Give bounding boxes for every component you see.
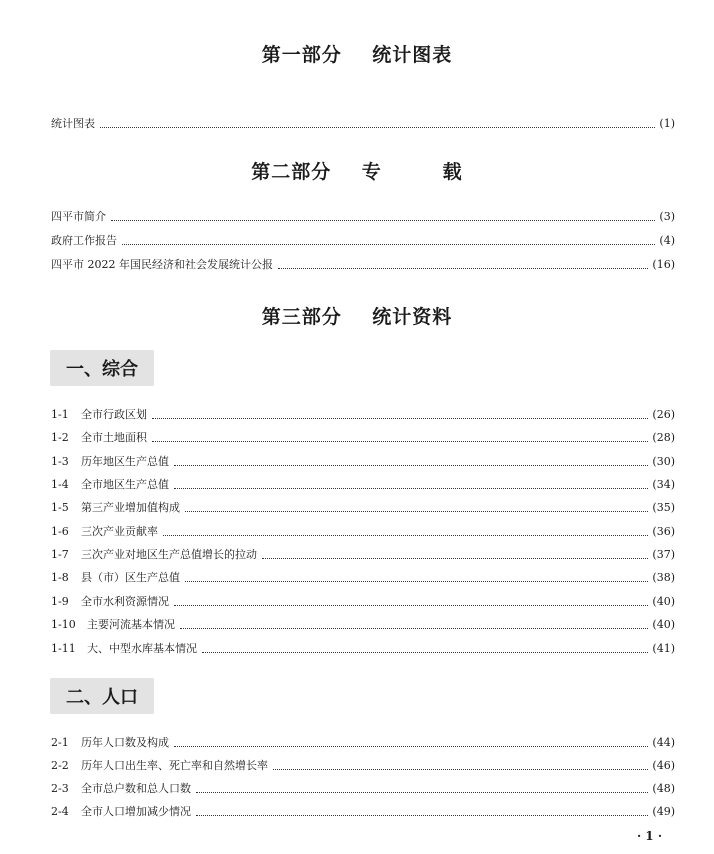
leader-dots: [174, 464, 648, 466]
toc-entry-label: 第三产业增加值构成: [81, 501, 180, 514]
toc-entry[interactable]: [51, 404, 675, 422]
toc-entry[interactable]: [51, 638, 675, 656]
leader-dots: [152, 440, 648, 442]
toc-entry[interactable]: [51, 254, 675, 272]
toc-entry-label: 三次产业对地区生产总值增长的拉动: [81, 548, 257, 561]
part-title-2: 第二部分 专 载: [251, 161, 463, 183]
toc-entry-number: 2-2: [51, 759, 69, 772]
toc-entry-number: 1-6: [51, 525, 69, 538]
leader-dots: [202, 651, 648, 653]
part-title-3: 第三部分 统计资料: [261, 306, 453, 328]
toc-entry-label: 全市地区生产总值: [81, 478, 169, 491]
leader-dots: [122, 243, 655, 245]
toc-entry-label: 历年人口出生率、死亡率和自然增长率: [81, 759, 268, 772]
toc-entry-page: (48): [652, 782, 675, 795]
toc-entry-number: 1-8: [51, 571, 69, 584]
toc-entry-page: (4): [659, 234, 675, 247]
toc-entry-page: (38): [652, 571, 675, 584]
toc-entry-number: 1-10: [51, 618, 76, 631]
toc-entry-page: (44): [652, 736, 675, 749]
toc-entry-page: (35): [652, 501, 675, 514]
toc-entry-label: 主要河流基本情况: [87, 618, 175, 631]
toc-entry[interactable]: [51, 801, 675, 819]
toc-entry[interactable]: [51, 614, 675, 632]
toc-entry-page: (1): [659, 117, 675, 130]
toc-entry-page: (41): [652, 642, 675, 655]
toc-entry-label: 全市人口增加减少情况: [81, 805, 191, 818]
toc-entry[interactable]: [51, 544, 675, 562]
toc-entry[interactable]: [51, 497, 675, 515]
toc-entry-page: (40): [652, 618, 675, 631]
toc-entry-page: (28): [652, 431, 675, 444]
toc-entry[interactable]: [51, 230, 675, 248]
leader-dots: [185, 580, 648, 582]
toc-entry-number: 1-5: [51, 501, 69, 514]
toc-entry[interactable]: [51, 427, 675, 445]
toc-entry-number: 1-9: [51, 595, 69, 608]
toc-entry-label: 历年地区生产总值: [81, 455, 169, 468]
toc-entry[interactable]: [51, 206, 675, 224]
leader-dots: [278, 267, 648, 269]
page-number: · 1 ·: [636, 829, 662, 843]
toc-entry[interactable]: [51, 113, 675, 131]
toc-entry[interactable]: [51, 474, 675, 492]
toc-entry-number: 1-2: [51, 431, 69, 444]
leader-dots: [180, 627, 648, 629]
leader-dots: [163, 534, 648, 536]
leader-dots: [111, 219, 655, 221]
toc-entry-number: 1-3: [51, 455, 69, 468]
toc-entry-page: (30): [652, 455, 675, 468]
leader-dots: [174, 604, 648, 606]
leader-dots: [196, 791, 648, 793]
toc-entry-label: 全市土地面积: [81, 431, 147, 444]
toc-entry[interactable]: [51, 755, 675, 773]
toc-entry-number: 2-4: [51, 805, 69, 818]
toc-entry-page: (3): [659, 210, 675, 223]
toc-entry-number: 1-11: [51, 642, 76, 655]
toc-entry-page: (16): [652, 258, 675, 271]
toc-entry-label: 历年人口数及构成: [81, 736, 169, 749]
leader-dots: [174, 745, 648, 747]
toc-entry-label: 县（市）区生产总值: [81, 571, 180, 584]
toc-entry-label: 全市总户数和总人口数: [81, 782, 191, 795]
leader-dots: [152, 417, 648, 419]
toc-entry[interactable]: [51, 591, 675, 609]
toc-entry-label: 四平市 2022 年国民经济和社会发展统计公报: [51, 258, 273, 271]
leader-dots: [174, 487, 648, 489]
toc-entry-page: (36): [652, 525, 675, 538]
leader-dots: [100, 126, 655, 128]
toc-entry-label: 全市行政区划: [81, 408, 147, 421]
toc-entry-number: 1-7: [51, 548, 69, 561]
toc-entry-label: 全市水利资源情况: [81, 595, 169, 608]
part-title-1: 第一部分 统计图表: [261, 44, 453, 66]
toc-entry-page: (40): [652, 595, 675, 608]
toc-entry-number: 1-4: [51, 478, 69, 491]
toc-entry[interactable]: [51, 732, 675, 750]
toc-entry[interactable]: [51, 521, 675, 539]
toc-entry-label: 大、中型水库基本情况: [87, 642, 197, 655]
leader-dots: [262, 557, 648, 559]
toc-entry-page: (49): [652, 805, 675, 818]
leader-dots: [185, 510, 648, 512]
toc-entry-label: 四平市简介: [51, 210, 106, 223]
toc-entry-page: (46): [652, 759, 675, 772]
toc-entry[interactable]: [51, 778, 675, 796]
toc-entry-page: (26): [652, 408, 675, 421]
toc-entry-page: (34): [652, 478, 675, 491]
leader-dots: [196, 814, 648, 816]
toc-entry-number: 2-1: [51, 736, 69, 749]
toc-entry-page: (37): [652, 548, 675, 561]
toc-entry-label: 政府工作报告: [51, 234, 117, 247]
toc-entry-label: 三次产业贡献率: [81, 525, 158, 538]
leader-dots: [273, 768, 648, 770]
toc-entry[interactable]: [51, 451, 675, 469]
toc-entry-number: 1-1: [51, 408, 69, 421]
section-header-population: 二、人口: [50, 678, 154, 714]
toc-entry-label: 统计图表: [51, 117, 95, 130]
section-header-general: 一、综合: [50, 350, 154, 386]
toc-entry[interactable]: [51, 567, 675, 585]
toc-entry-number: 2-3: [51, 782, 69, 795]
